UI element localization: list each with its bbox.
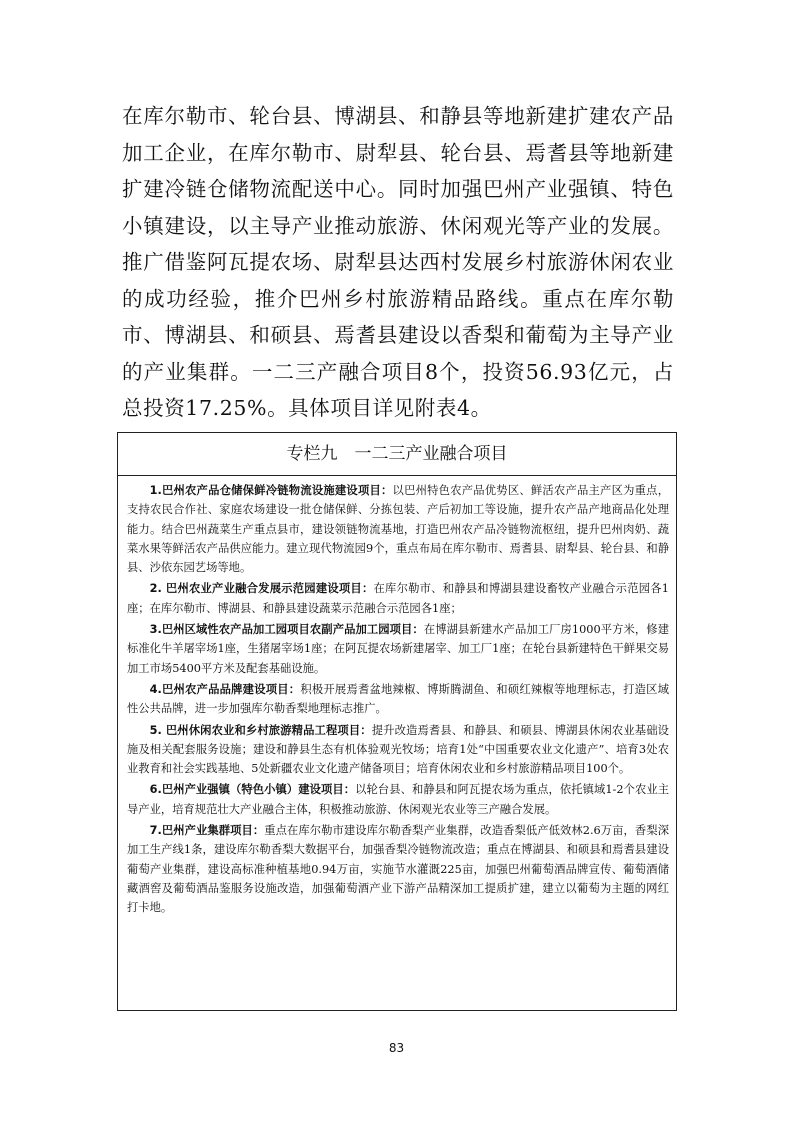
project-item-1 [127,481,669,577]
project-item-3-text: 在博湖县新建水产品加工厂房1000平方米，修建标准化牛羊屠宰场1座，生猪屠宰场1座；在阿瓦提农场新建屠宰、加工厂1座；在轮台县新建特色干鲜果交易加工市场5400平方米及配套基础设施。 [127,623,669,675]
project-item-1-text: 以巴州特色农产品优势区、鲜活农产品主产区为重点，支持农民合作社、家庭农场建设一批仓储保鲜、分拣包装、产后初加工等设施，提升农产品产地商品化处理能力。结合巴州蔬菜生产重点县市，建设领链物流基地，打造巴州农产品冷链物流枢纽，提升巴州肉奶、蔬菜水果等鲜活农产品供应能力。建立现代物流园9个，重点布局在库尔勒市、焉耆县、尉犁县、轮台县、和静县、沙依东园艺场等地。 [127,484,669,575]
project-item-1-label: 1.巴州农产品仓储保鲜冷链物流设施建设项目： [149,484,393,497]
body-paragraph: 在库尔勒市、轮台县、博湖县、和静县等地新建扩建农产品加工企业，在库尔勒市、尉犁县、轮台县、焉耆县等地新建扩建冷链仓储物流配送中心。同时加强巴州产业强镇、特色小镇建设，以主导产业推动旅游、休闲观光等产业的发展。推广借鉴阿瓦提农场、尉犁县达西村发展乡村旅游休闲农业的成功经验，推介巴州乡村旅游精品路线。重点在库尔勒市、博湖县、和硕县、焉耆县建设以香梨和葡萄为主导产业的产业集群。一二三产融合项目8个，投资56.93亿元，占总投资17.25%。具体项目详见附表4。 [122,104,674,420]
project-item-2-text: 在库尔勒市、和静县和博湖县建设畜牧产业融合示范园各1座；在库尔勒市、博湖县、和静县建设蔬菜示范融合示范园各1座； [127,582,669,615]
project-item-7-label: 7.巴州产业集群项目： [149,824,265,838]
project-item-6-label: 6.巴州产业强镇（特色小镇）建设项目： [149,783,356,797]
project-item-7 [127,821,669,917]
page-number: 83 [388,1041,405,1055]
project-item-6 [127,780,669,819]
project-item-5 [127,721,669,779]
project-list [118,476,676,918]
project-item-5-label: 5. 巴州休闲农业和乡村旅游精品工程项目： [149,723,372,737]
project-item-6-text: 以轮台县、和静县和阿瓦提农场为重点，依托镇域1-2个农业主导产业，培育规范壮大产业融合主体，积极推动旅游、休闲观光农业等三产融合发展。 [127,783,669,816]
box-title: 专栏九 一二三产业融合项目 [118,433,676,476]
project-item-3 [127,620,669,678]
project-item-3-label: 3.巴州区域性农产品加工园项目农副产品加工园项目： [149,623,424,637]
project-item-7-text: 重点在库尔勒市建设库尔勒香梨产业集群，改造香梨低产低效林2.6万亩，香梨深加工生产线1条，建设库尔勒香梨大数据平台，加强香梨冷链物流改造；重点在博湖县、和硕县和焉耆县建设葡萄产业集群，建设高标准种植基地0.94万亩，实施节水灌溉225亩，加强巴州葡萄酒品牌宣传、葡萄酒储藏酒窖及葡萄酒品鉴服务设施改造，加强葡萄酒产业下游产品精深加工提质扩建，建立以葡萄为主题的网红打卡地。 [127,824,669,915]
project-item-2 [127,579,669,618]
project-item-5-text: 提升改造焉耆县、和静县、和硕县、博湖县休闲农业基础设施及相关配套服务设施；建设和静县生态有机体验观光牧场；培育1处“中国重要农业文化遗产”、培育3处农业教育和社会实践基地、5处新疆农业文化遗产储备项目；培育休闲农业和乡村旅游精品项目100个。 [127,723,669,776]
project-item-2-label: 2. 巴州农业产业融合发展示范园建设项目： [149,582,374,596]
project-item-4 [127,680,669,719]
project-item-4-label: 4.巴州农产品品牌建设项目： [149,682,301,696]
special-column-box [117,432,677,1011]
project-item-4-text: 积极开展焉耆盆地辣椒、博斯腾湖鱼、和硕红辣椒等地理标志，打造区域性公共品牌，进一步加强库尔勒香梨地理标志推广。 [127,682,669,716]
